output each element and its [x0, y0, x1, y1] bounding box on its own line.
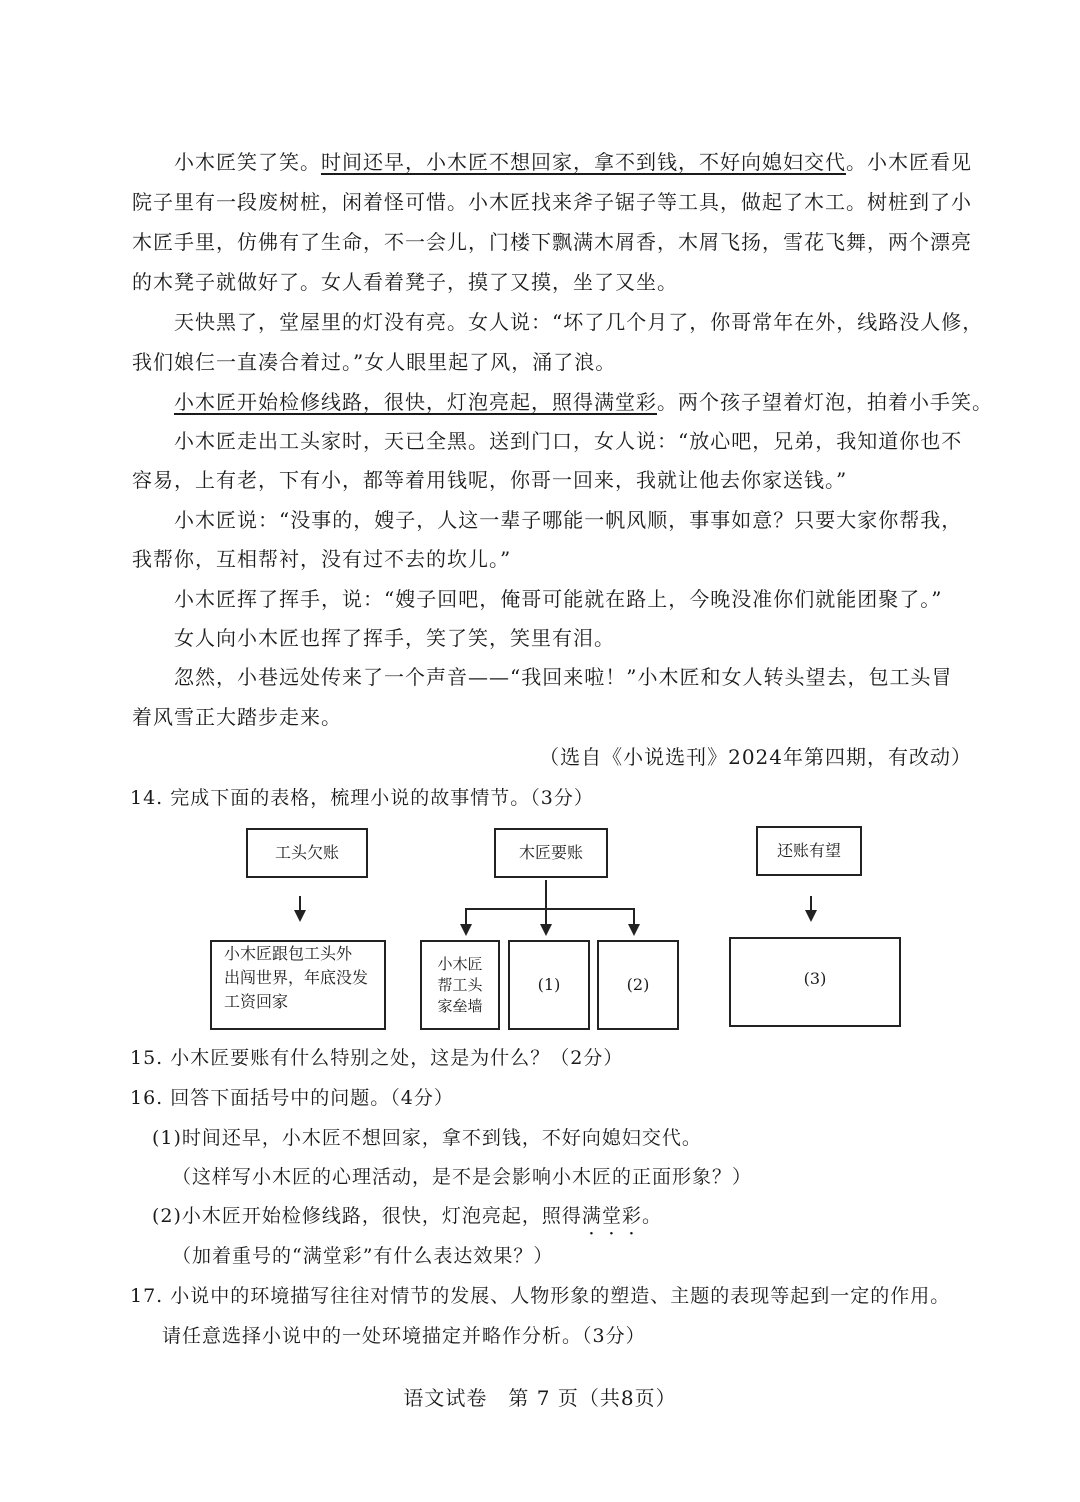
story-paragraph-6: 小木匠挥了挥手，说：“嫂子回吧，俺哥可能就在路上，今晚没准你们就能团聚了。”: [174, 587, 943, 611]
question-17-line-1: 17. 小说中的环境描写往往对情节的发展、人物形象的塑造、主题的表现等起到一定的作用。: [130, 1285, 951, 1307]
story-paragraph-5-line-1: 小木匠说：“没事的，嫂子，人这一辈子哪能一帆风顺，事事如意？只要大家你帮我，: [174, 508, 963, 532]
flow-box-text: 出闯世界，年底没发: [224, 968, 369, 987]
flow-box-bottom-2: [420, 940, 500, 1030]
question-15: 15. 小木匠要账有什么特别之处，这是为什么？（2分）: [130, 1047, 624, 1069]
answer-blank-2: (2): [597, 940, 679, 1030]
flow-box-top-3: 还账有望: [756, 826, 862, 876]
question-17-line-2: 请任意选择小说中的一处环境描定并略作分析。（3分）: [162, 1325, 646, 1347]
flow-box-top-2: 木匠要账: [494, 828, 608, 878]
question-16: 16. 回答下面括号中的问题。（4分）: [130, 1087, 454, 1109]
question-16-part-1: (1)时间还早，小木匠不想回家，拿不到钱，不好向媳妇交代。: [152, 1127, 702, 1149]
question-text: (2)小木匠开始检修线路，很快，灯泡亮起，照得: [152, 1205, 582, 1227]
story-paragraph-5-line-2: 我帮你，互相帮衬，没有过不去的坎儿。”: [132, 547, 512, 571]
question-16-part-1-hint: （这样写小木匠的心理活动，是不是会影响小木匠的正面形象？）: [172, 1166, 753, 1188]
story-paragraph-3: [132, 390, 993, 414]
source-citation: （选自《小说选刊》2024年第四期，有改动）: [539, 745, 972, 769]
story-line: 的木凳子就做好了。女人看着凳子，摸了又摸，坐了又坐。: [132, 270, 678, 294]
flow-box-text: 家垒墙: [437, 996, 483, 1015]
question-16-part-2-hint: （加着重号的“满堂彩”有什么表达效果？）: [172, 1245, 554, 1267]
flow-box-text: 小木匠: [437, 954, 483, 973]
story-line: 院子里有一段废树桩，闲着怪可惜。小木匠找来斧子锯子等工具，做起了木工。树桩到了小: [132, 190, 972, 214]
flow-box-text: 小木匠跟包工头外: [224, 944, 353, 963]
emphasis-char: 满: [581, 1205, 602, 1227]
underlined-sentence: 小木匠开始检修线路，很快，灯泡亮起，照得满堂彩: [174, 390, 657, 414]
story-paragraph-8-line-1: 忽然，小巷远处传来了一个声音——“我回来啦！”小木匠和女人转头望去，包工头冒: [174, 665, 953, 689]
story-paragraph-4-line-2: 容易，上有老，下有小，都等着用钱呢，你哥一回来，我就让他去你家送钱。”: [132, 468, 848, 492]
story-paragraph-7: 女人向小木匠也挥了挥手，笑了笑，笑里有泪。: [174, 626, 615, 650]
flow-box-bottom-1: [210, 940, 386, 1030]
story-text: 。小木匠看见: [846, 150, 972, 174]
branch-line: [465, 908, 635, 910]
story-paragraph-2-line-2: 我们娘仨一直凑合着过。”女人眼里起了风，涌了浪。: [132, 350, 617, 374]
story-paragraph-4-line-1: 小木匠走出工头家时，天已全黑。送到门口，女人说：“放心吧，兄弟，我知道你也不: [174, 429, 963, 453]
page-footer: 语文试卷 第 7 页（共8页）: [403, 1386, 677, 1410]
flow-box-text: 工资回家: [224, 992, 289, 1011]
emphasis-char: 彩: [621, 1205, 642, 1227]
story-paragraph-1-line-1: [132, 150, 982, 174]
flow-box-text: 帮工头: [437, 975, 483, 994]
answer-blank-3: (3): [729, 937, 901, 1027]
story-paragraph-8-line-2: 着风雪正大踏步走来。: [132, 705, 342, 729]
story-text: 小木匠笑了笑。: [174, 150, 321, 174]
question-text: 。: [641, 1205, 662, 1227]
story-text: 。两个孩子望着灯泡，拍着小手笑。: [657, 390, 993, 414]
answer-blank-1: (1): [508, 940, 590, 1030]
story-paragraph-2-line-1: 天快黑了，堂屋里的灯没有亮。女人说：“坏了几个月了，你哥常年在外，线路没人修，: [174, 310, 984, 334]
question-16-part-2: [152, 1204, 662, 1228]
story-line: 木匠手里，仿佛有了生命，不一会儿，门楼下飘满木屑香，木屑飞扬，雪花飞舞，两个漂亮: [132, 230, 972, 254]
question-14: 14. 完成下面的表格，梳理小说的故事情节。（3分）: [130, 787, 594, 809]
underlined-sentence: 时间还早，小木匠不想回家，拿不到钱，不好向媳妇交代: [321, 150, 846, 174]
flow-box-top-1: 工头欠账: [246, 828, 368, 878]
emphasis-char: 堂: [601, 1205, 622, 1227]
